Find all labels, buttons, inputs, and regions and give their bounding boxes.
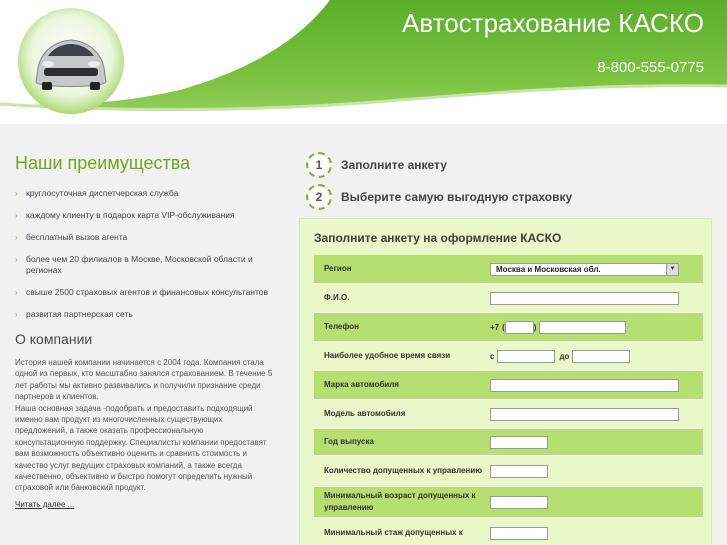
phone-label: Телефон (324, 322, 359, 331)
arrow-right-icon: › (15, 255, 18, 264)
min-exp-label: Минимальный стаж допущенных к (324, 528, 463, 537)
site-title: Автострахование КАСКО (402, 8, 704, 38)
form-row-time (314, 342, 703, 371)
model-label: Модель автомобиля (324, 409, 406, 418)
year-label: Год выпуска (324, 437, 374, 446)
min-age-field[interactable] (490, 496, 548, 509)
model-field[interactable] (490, 408, 679, 421)
phone-number-field[interactable] (539, 321, 626, 334)
chevron-down-icon[interactable]: ▼ (666, 264, 678, 275)
min-age-label: Минимальный возраст допущенных к управлению (324, 491, 476, 512)
form-row-min-exp (314, 518, 703, 545)
form-row-model (314, 400, 703, 429)
form-row-phone (314, 313, 703, 342)
drivers-field[interactable] (490, 465, 548, 478)
phone-number: 8-800-555-0775 (597, 59, 704, 76)
fio-field[interactable] (490, 292, 679, 305)
time-from-field[interactable] (497, 350, 555, 363)
time-label: Наиболее удобное время связи (324, 351, 451, 360)
form-row-brand (314, 371, 703, 400)
step-number-icon: 1 (306, 152, 332, 178)
about-title: О компании (15, 331, 93, 347)
list-item: › развитая партнерская сеть (15, 309, 133, 319)
phone-code-field[interactable] (505, 321, 534, 334)
kasko-form (299, 218, 712, 545)
arrow-right-icon: › (15, 189, 18, 198)
form-row-year (314, 429, 703, 456)
year-field[interactable] (490, 436, 548, 449)
form-title: Заполните анкету на оформление КАСКО (314, 231, 562, 245)
region-label: Регион (324, 264, 352, 273)
form-rows (314, 255, 703, 545)
region-select[interactable]: Москва и Московская обл. ▼ (490, 263, 679, 276)
list-item: › каждому клиенту в подарок карта VIP-обслуживания (15, 210, 235, 220)
arrow-right-icon: › (15, 233, 18, 242)
arrow-right-icon: › (15, 288, 18, 297)
step-2 (306, 184, 572, 210)
time-to-field[interactable] (572, 350, 630, 363)
min-exp-field[interactable] (490, 527, 548, 540)
advantages-title: Наши преимущества (15, 153, 191, 173)
list-item: › свыше 2500 страховых агентов и финансовых консультантов (15, 287, 269, 297)
list-item: › более чем 20 филиалов в Москве, Московской области и регионах (15, 254, 253, 275)
about-text: История нашей компании начинается с 2004 года. Компания стала одной из первых, кто масштабно занялся страхованием. В течение 5 лет работы мы активно развивались и получили признание среди партнеров и клиентов. Наша основная задача -подобрать и предоставить подходящий именно вам продукт из многочисленных существующих предложений, а также оказать профессиональную консультационную поддержку. Специалисты компании предоставят вам возможность объективно оценить и сравнить стоимость и качество услуг ведущих страховых компаний, а также всегда качественно, объективно и быстро помогут определить нужный страховой или банковский продукт. (15, 358, 273, 493)
car-icon (16, 6, 126, 116)
arrow-right-icon: › (15, 310, 18, 319)
form-row-drivers (314, 456, 703, 487)
phone-prefix: +7 (490, 322, 500, 332)
time-from-label: с (490, 351, 495, 361)
time-to-label: до (559, 351, 570, 361)
step-1 (306, 152, 447, 178)
brand-label: Марка автомобиля (324, 380, 399, 389)
fio-label: Ф.И.О. (324, 293, 350, 302)
form-row-min-age (314, 487, 703, 518)
advantages-list (15, 188, 273, 320)
form-row-fio (314, 284, 703, 313)
step-label: Заполните анкету (341, 158, 447, 172)
step-label: Выберите самую выгодную страховку (341, 190, 573, 204)
left-column (15, 153, 273, 512)
form-row-region (314, 255, 703, 284)
step-number-icon: 2 (306, 184, 332, 210)
read-more-link[interactable]: Читать далее ... (15, 499, 75, 509)
list-item: › круглосуточная диспетчерская служба (15, 188, 179, 198)
paren-close: ) (533, 322, 537, 332)
site-header (0, 0, 727, 124)
list-item: › бесплатный вызов агента (15, 232, 128, 242)
brand-field[interactable] (490, 379, 679, 392)
drivers-label: Количество допущенных к управлению (324, 466, 483, 475)
paren-open: ( (502, 322, 505, 332)
arrow-right-icon: › (15, 211, 18, 220)
